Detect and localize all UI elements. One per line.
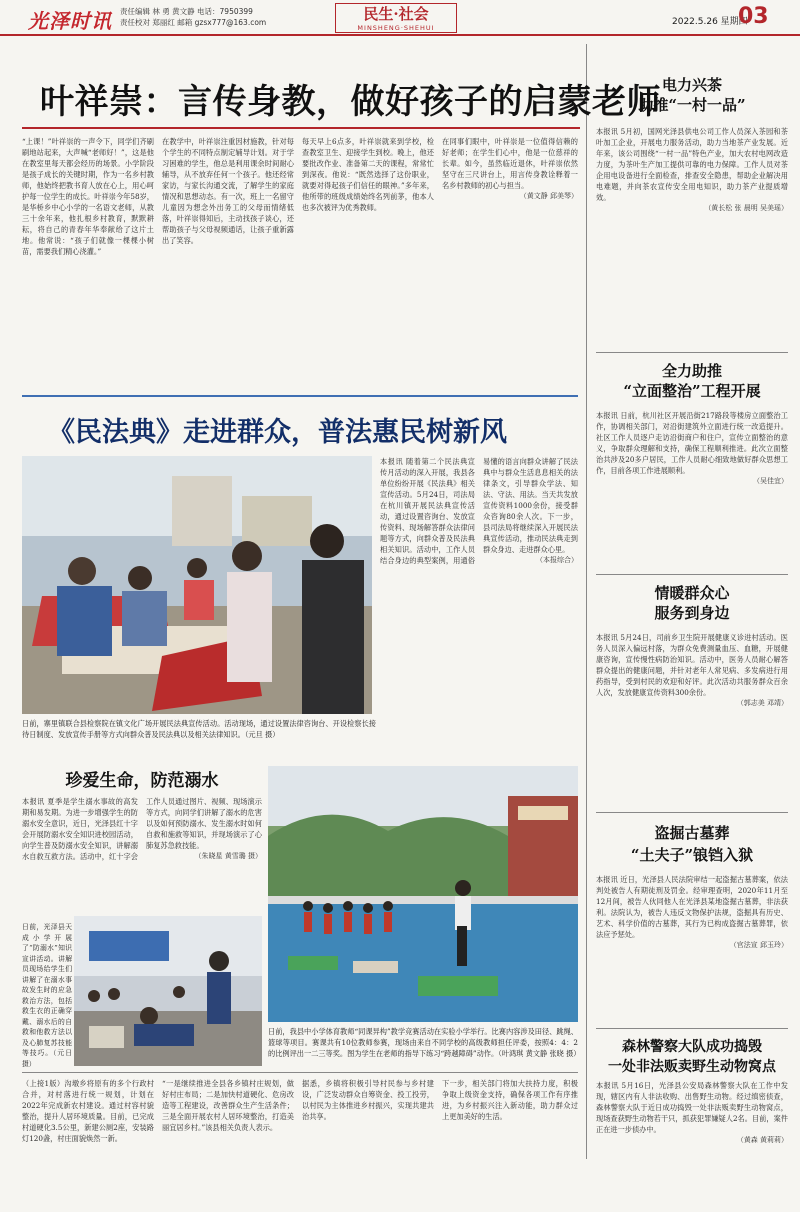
wildlife-article-text: 本报讯 5月16日，光泽县公安局森林警察大队在工作中发现，辖区内有人非法收购、出售野生动物。经过缜密侦查，森林警察大队于近日成功捣毁一处非法贩卖野生动物窝点，现场查获野生动物若干只，抓获犯罪嫌疑人2名。目前，案件正在进一步侦办中。 — [596, 1081, 788, 1134]
lead-col-3: 每天早上6点多，叶祥崇就来到学校，检查教室卫生、迎接学生到校。晚上，他还要批改作业、准备第二天的课程，常常忙到深夜。他说：“既然选择了这份职业，就要对得起孩子们信任的眼神。”多年来，他所带的班级成绩始终名列前茅，他本人也多次被评为优秀教师。 — [302, 137, 434, 212]
lead-col-4 — [442, 136, 578, 388]
newspaper-logo: 光泽时讯 — [28, 9, 112, 33]
tomb-headline-2: “土夫子”锒铛入狱 — [630, 846, 754, 864]
tomb-article-text: 本报讯 近日，光泽县人民法院审结一起盗掘古墓葬案，依法判处被告人有期徒刑及罚金。经审理查明，2020年11月至12月间，被告人伙同他人在光泽县某地盗掘古墓葬，非法获利。法院认为，被告人违反文物保护法规，盗掘具有历史、艺术、科学价值的古墓葬，其行为已构成盗掘古墓葬罪，依法应予惩处。 — [596, 875, 788, 939]
tomb-byline: （官法宣 邱玉玲） — [729, 941, 788, 949]
sports-photo-caption: 日前，我县中小学体育教师“同课异构”教学竞赛活动在实验小学举行。比赛内容涉及田径、跳绳、篮球等项目。赛课共有10位教师参赛，现场由来自不同学校的高级教师担任评委，按照4：4：2的比例评出一二三等奖。图为学生在老师的指导下练习“跨越障碍”动作。（叶鸿琪 黄文静 张晓 摄） — [268, 1027, 581, 1058]
tomb-article — [596, 874, 788, 1024]
sports-photo-svg — [268, 766, 578, 1022]
section-box — [335, 3, 457, 33]
drowning-article-text: 本报讯 夏季是学生溺水事故的高发期和易发期。为进一步增强学生的防溺水安全意识，近日，光泽县红十字会开展防溺水安全知识进校园活动，向学生普及防溺水安全知识，讲解溺水自救互救方法。活动中，红十字会工作人员通过图片、视频、现场演示等方式，向同学们讲解了溺水的危害以及如何预防溺水、发生溺水时如何自救和施救等知识，并现场演示了心肺复苏急救技能。 — [22, 797, 262, 861]
lead-col-1: “上课！”叶祥崇的一声令下，同学们齐刷刷地站起来，大声喊“老师好！”，这是他在教室里每天都会经历的场景。小学阶段是孩子成长的关键时期，作为一名乡村教师，他始终把教书育人放在心上，用心呵护每一位学生的成长。叶祥崇今年58岁，是华桥乡中心小学的一名语文老师，从教三十余年来，他扎根乡村教育，默默耕耘，将自己的青春年华奉献给了这片土地。他常说：“孩子们就像一棵棵小树苗，需要我们精心浇灌。” — [22, 137, 154, 256]
bottom-col-4: 下一步，相关部门将加大扶持力度，积极争取上级资金支持，确保各项工作有序推进，为乡村振兴注入新动能，助力群众过上更加美好的生活。 — [442, 1079, 578, 1121]
lead-col-2: 在教学中，叶祥崇注重因材施教，针对每个学生的不同特点制定辅导计划。对于学习困难的学生，他总是利用课余时间耐心辅导，从不放弃任何一个孩子。他还经常家访，与家长沟通交流，了解学生的家庭情况和思想动态。有一次，班上一名留守儿童因为想念外出务工的父母而情绪低落，叶祥崇得知后，主动找孩子谈心，还帮助孩子与父母视频通话，让孩子重新露出了笑容。 — [162, 137, 294, 245]
civil-code-article-text: 本报讯 随着第二个民法典宣传月活动的深入开展，我县各单位纷纷开展《民法典》相关宣传活动。5月24日，司法局在杭川镇开展民法典宣传活动，通过设置咨询台、发放宣传资料、现场解答群众法律问题等方式，向群众普及民法典相关知识。活动中，工作人员结合身边的典型案例，用通俗易懂的语言向群众讲解了民法典中与群众生活息息相关的法律条文，引导群众学法、知法、守法、用法。当天共发放宣传资料1000余份，接受群众咨询80余人次。下一步，县司法局将继续深入开展民法典宣传活动，推动民法典走到群众身边、走进群众心里。 — [380, 457, 578, 565]
wildlife-headline-2: 一处非法贩卖野生动物窝点 — [608, 1059, 776, 1075]
warm-headline-2: 服务到身边 — [654, 604, 730, 622]
civil-code-article — [380, 456, 578, 718]
right-rule-1 — [596, 352, 788, 353]
editor-line-2: 责任校对 郑丽红 邮箱 gzsx777@163.com — [120, 18, 267, 27]
lead-headline: 叶祥崇：言传身教，做好孩子的启蒙老师 — [40, 82, 661, 122]
lead-byline: （黄文静 邱美琴） — [519, 192, 578, 200]
drowning-article — [22, 796, 262, 914]
warm-article — [596, 632, 788, 808]
civil-code-photo-svg — [22, 456, 372, 714]
civil-code-photo-caption: 日前，寨里镇联合县检察院在镇文化广场开展民法典宣传活动。活动现场，通过设置法律咨询台、开设检察长接待日制度、发放宣传手册等方式向群众普及民法典以及相关法律知识。（元旦 摄） — [22, 719, 376, 739]
sports-photo — [268, 766, 578, 1022]
facade-article-text: 本报讯 日前，杭川社区开展沿街217路段等楼房立面整治工作，协调相关部门，对沿街建筑外立面进行统一改造提升。社区工作人员逐户走访沿街商户和住户，宣传立面整治的意义，争取群众理解和支持，确保工程顺利推进。此次立面整治共涉及20多户居民，工作人员耐心细致地做好群众思想工作，目前各项工作进展顺利。 — [596, 411, 788, 475]
wildlife-headline-1: 森林警察大队成功捣毁 — [622, 1039, 762, 1055]
wildlife-article — [596, 1080, 788, 1206]
bottom-col-3: 据悉，乡镇将积极引导村民参与乡村建设，广泛发动群众自筹资金、投工投劳，以村民为主体推进乡村振兴，实现共建共治共享。 — [302, 1079, 434, 1121]
bottom-col-1: （上接1版）沟墩乡将原有的多个行政村合并，对村落进行统一规划，计划在2022年完成新农村建设。通过村容村貌整治，提升人居环境质量。目前，已完成村道硬化3.5公里，新建公厕2座，安装路灯120盏，村庄面貌焕然一新。 — [22, 1079, 154, 1143]
section-pinyin: MINSHENG·SHEHUI — [357, 24, 435, 32]
right-rule-3 — [596, 812, 788, 813]
tea-byline: （黄长松 张 晨明 吴美瑶） — [704, 204, 788, 212]
drowning-photo-svg — [74, 916, 262, 1066]
wildlife-byline: （黄森 黄莉莉） — [736, 1136, 788, 1144]
tea-article — [596, 126, 788, 346]
drowning-photo — [74, 916, 262, 1066]
tea-article-text: 本报讯 5月初，国网光泽县供电公司工作人员深入茶园和茶叶加工企业，开展电力服务活动，助力当地茶产业发展。近年来，该公司围绕“一村一品”特色产业，加大农村电网改造力度，为茶叶生产加工提供可靠的电力保障。工作人员对茶企用电设备进行全面检查，排查安全隐患，帮助企业解决用电难题，并向茶农宣传安全用电知识，助力茶产业提质增效。 — [596, 127, 788, 202]
column-rule-right — [586, 44, 587, 1159]
editor-line-1: 责任编辑 林 勇 黄文静 电话：7950399 — [120, 7, 253, 16]
page-number: 03 — [738, 4, 769, 29]
editor-info — [120, 6, 266, 28]
drowning-photo-caption: 日前，光泽县天成小学开展了“防溺水”知识宣讲活动。讲解员现场给学生们讲解了在溺水事故发生时的应急救治方法，包括救生衣的正确穿戴、溺水后的自救和他救方法以及心肺复苏技能等技巧。（元日 摄） — [22, 923, 72, 1068]
facade-headline-2: “立面整治”工程开展 — [623, 382, 761, 400]
tomb-headline-1: 盗掘古墓葬 — [654, 824, 730, 842]
civil-code-photo — [22, 456, 372, 714]
lead-col-4-text: 在同事们眼中，叶祥崇是一位值得信赖的好老师；在学生们心中，他是一位慈祥的长辈。如今，虽然临近退休，叶祥崇依然坚守在三尺讲台上，用言传身教诠释着一名乡村教师的初心与担当。 — [442, 137, 578, 190]
lead-headline-rule — [22, 127, 580, 129]
masthead — [0, 0, 800, 36]
facade-headline-1: 全力助推 — [661, 362, 722, 380]
warm-article-text: 本报讯 5月24日，司前乡卫生院开展健康义诊进村活动。医务人员深入偏远村落，为群众免费测量血压、血糖，开展健康咨询，宣传慢性病防治知识。活动中，医务人员耐心解答群众提出的健康问题，并针对老年人常见病、多发病进行用药指导，受到村民的欢迎和好评。此次活动共服务群众百余人次，发放健康宣传资料300余份。 — [596, 633, 788, 697]
right-rule-2 — [596, 574, 788, 575]
civil-code-headline: 《民法典》走进群众，普法惠民树新风 — [48, 417, 507, 448]
section-name: 民生·社会 — [363, 5, 429, 23]
facade-article — [596, 410, 788, 570]
row-rule-bottom — [22, 1072, 578, 1073]
facade-byline: （吴佳宜） — [753, 477, 788, 485]
tea-headline-1: 电力兴茶 — [661, 76, 722, 94]
issue-date: 2022.5.26 星期四 — [672, 17, 748, 27]
warm-headline-1: 情暖群众心 — [654, 584, 730, 602]
drowning-headline: 珍爱生命，防范溺水 — [65, 771, 219, 791]
right-rule-4 — [596, 1028, 788, 1029]
drowning-byline: （朱晓星 黄雪璐 摄） — [194, 852, 262, 860]
bottom-col-2: “一是继续推进全县各乡镇村庄规划，做好村庄布局；二是加快村道硬化、危房改造等工程建设，改善群众生产生活条件；三是全面开展农村人居环境整治，打造美丽宜居乡村。”该县相关负责人表示。 — [162, 1079, 294, 1132]
tea-headline-2: 助推“一村一品” — [638, 96, 746, 114]
civil-code-byline: （本报综合） — [536, 556, 578, 564]
warm-byline: （郭志美 邓靖） — [736, 699, 788, 707]
